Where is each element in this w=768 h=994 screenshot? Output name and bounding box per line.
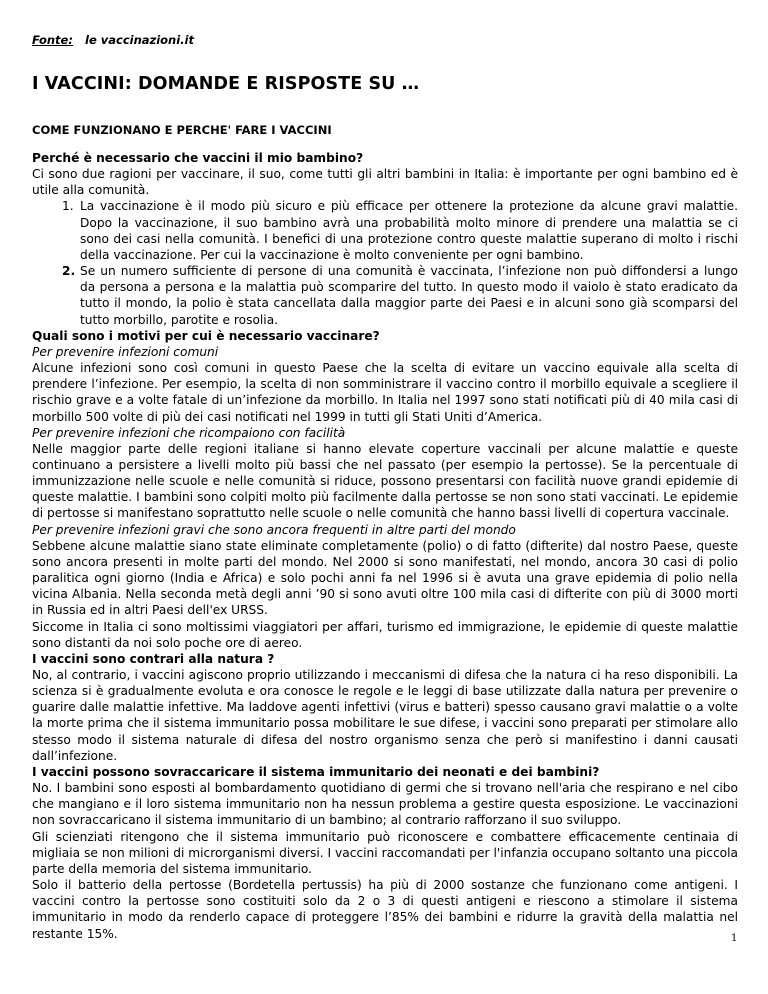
list-item-text: Se un numero sufficiente di persone di una comunità è vaccinata, l’infezione non può diffondersi a lungo da persona a persona e la malattia può scomparire del tutto. In questo modo il vaiolo è stato eradicato da tutto il mondo, la polio è stata cancellata dalla maggior parte dei Paesi e in alcuni sono già scomparsi del tutto morbillo, parotite e rosolia.	[80, 264, 738, 327]
subheading: Per prevenire infezioni gravi che sono ancora frequenti in altre parti del mondo	[32, 522, 516, 537]
question-heading: I vaccini sono contrari alla natura ?	[32, 651, 275, 666]
subheading: Per prevenire infezioni comuni	[32, 344, 219, 359]
source-label: Fonte:	[32, 33, 73, 47]
paragraph: Nelle maggior parte delle regioni italiane si hanno elevate coperture vaccinali per alcune malattie e queste continuano a persistere a livelli molto più bassi che nel passato (per esempio la pertosse). Se la percentuale di immunizzazione nelle scuole e nelle comunità si riduce, possono presentarsi con facilità nuove grandi epidemie di queste malattie. I bambini sono colpiti molto più facilmente dalla pertosse se non sono stati vaccinati. Le epidemie di pertosse si manifestano soprattutto nelle scuole o nelle comunità che hanno bassi livelli di copertura vaccinale.	[32, 441, 738, 521]
page-number: 1	[731, 933, 738, 944]
source-line	[32, 33, 194, 47]
question-heading: Perché è necessario che vaccini il mio bambino?	[32, 151, 364, 165]
list-item-text: La vaccinazione è il modo più sicuro e più efficace per ottenere la protezione da alcune gravi malattie. Dopo la vaccinazione, il suo bambino avrà una probabilità molto minore di prendere una malattia se ci sono dei casi nella comunità. I benefici di una protezione contro queste malattie superano di molto i rischi della vaccinazione. Per cui la vaccinazione è molto conveniente per ogni bambino.	[80, 199, 738, 262]
source-link[interactable]: le vaccinazioni.it	[85, 33, 194, 47]
paragraph: Ci sono due ragioni per vaccinare, il suo, come tutti gli altri bambini in Italia: è importante per ogni bambino ed è utile alla comunità.	[32, 167, 738, 198]
paragraph: Gli scienziati ritengono che il sistema immunitario può riconoscere e combattere efficacemente centinaia di migliaia se non milioni di microrganismi diversi. I vaccini raccomandati per l'infanzia occupano soltanto una piccola parte della memoria del sistema immunitario.	[32, 829, 738, 876]
list-number: 2.	[62, 264, 76, 279]
numbered-list	[32, 198, 738, 327]
paragraph: Sebbene alcune malattie siano state eliminate completamente (polio) o di fatto (difterite) dal nostro Paese, queste sono ancora presenti in molte parti del mondo. Nel 2000 si sono manifestati, nel mondo, ancora 30 casi di polio paralitica ogni giorno (India e Africa) e solo pochi anni fa nel 1996 si è avuta una grave epidemia di polio nella vicina Albania. Nella seconda metà degli anni ’90 si sono avuti oltre 100 mila casi di difterite con più di 3000 morti in Russia ed in altri Paesi dell'ex URSS.	[32, 538, 738, 618]
page-title: I VACCINI: DOMANDE E RISPOSTE SU …	[32, 74, 420, 94]
question-heading: Quali sono i motivi per cui è necessario vaccinare?	[32, 328, 380, 343]
list-item	[32, 198, 738, 263]
document-body	[32, 150, 738, 942]
list-item	[32, 263, 738, 328]
list-number: 1.	[62, 199, 74, 214]
section-heading: COME FUNZIONANO E PERCHE' FARE I VACCINI	[32, 123, 332, 137]
paragraph: No, al contrario, i vaccini agiscono proprio utilizzando i meccanismi di difesa che la natura ci ha reso disponibili. La scienza si è gradualmente evoluta e ora conosce le regole e le leggi di base utilizzate dalla natura per prevenire o guarire dalle malattie infettive. Ma laddove agenti infettivi (virus e batteri) spesso causano gravi malattie o a volte la morte prima che il sistema immunitario possa mobilitare le sue difese, i vaccini sono preparati per stimolare allo stesso modo il sistema naturale di difesa del nostro organismo senza che però si manifestino i danni causati dall’infezione.	[32, 668, 738, 763]
paragraph: No. I bambini sono esposti al bombardamento quotidiano di germi che si trovano nell'aria che respirano e nel cibo che mangiano e il loro sistema immunitario non ha nessun problema a gestire questa esposizione. Le vaccinazioni non sovraccaricano il sistema immunitario di un bambino; al contrario rafforzano il suo sviluppo.	[32, 781, 738, 828]
paragraph: Alcune infezioni sono così comuni in questo Paese che la scelta di evitare un vaccino equivale alla scelta di prendere l’infezione. Per esempio, la scelta di non somministrare il vaccino contro il morbillo equivale a scegliere il rischio grave e a volte fatale di un’infezione da morbillo. In Italia nel 1997 sono stati notificati più di 40 mila casi di morbillo 500 volte di più dei casi notificati nel 1999 in tutti gli Stati Uniti d’America.	[32, 361, 738, 424]
paragraph: Solo il batterio della pertosse (Bordetella pertussis) ha più di 2000 sostanze che funzionano come antigeni. I vaccini contro la pertosse sono costituiti solo da 2 o 3 di questi antigeni e riescono a stimolare il sistema immunitario in modo da renderlo capace di proteggere l’85% dei bambini e ridurre la gravità della malattia nel restante 15%.	[32, 878, 738, 941]
subheading: Per prevenire infezioni che ricompaiono con facilità	[32, 425, 346, 440]
question-heading: I vaccini possono sovraccaricare il sistema immunitario dei neonati e dei bambini?	[32, 764, 600, 779]
paragraph: Siccome in Italia ci sono moltissimi viaggiatori per affari, turismo ed immigrazione, le epidemie di queste malattie sono distanti da noi solo poche ore di aereo.	[32, 619, 738, 650]
